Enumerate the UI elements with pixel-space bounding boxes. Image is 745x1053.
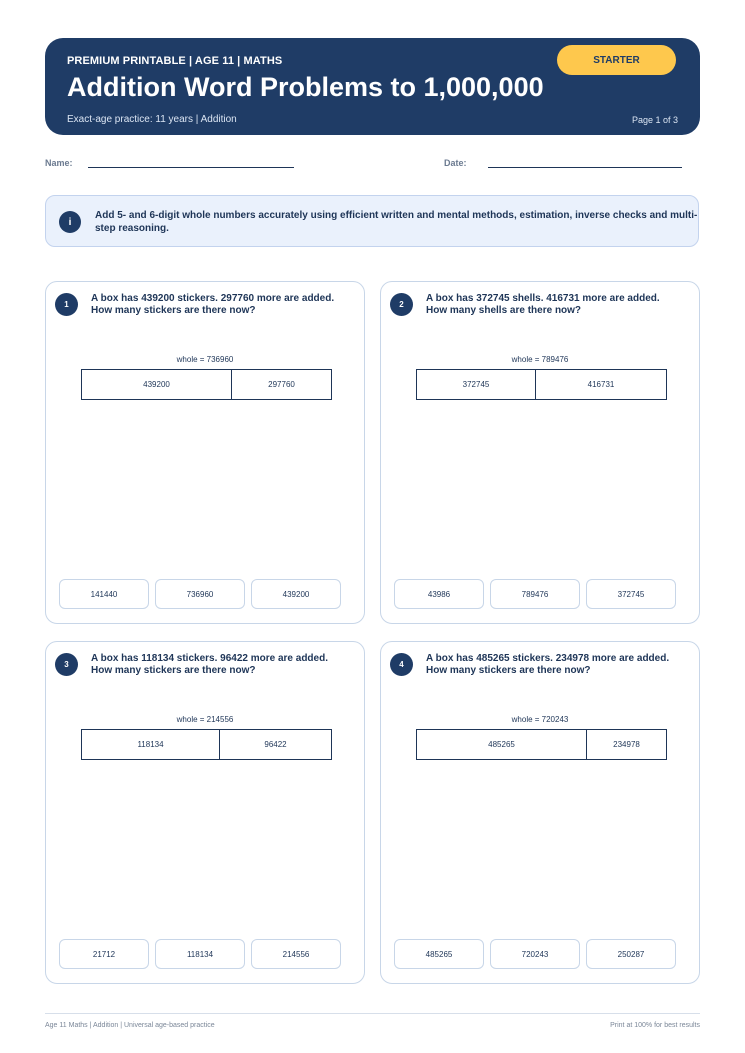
answer-option[interactable]: 736960 <box>155 579 245 609</box>
bar-model-whole-label: whole = 736960 <box>176 355 234 364</box>
header-kicker: PREMIUM PRINTABLE | AGE 11 | MATHS <box>67 55 283 67</box>
problem-question: A box has 372745 shells. 416731 more are added. How many shells are there now? <box>426 293 660 316</box>
info-icon: i <box>59 211 81 233</box>
bar-part: 118134 <box>137 740 164 749</box>
answer-options <box>59 579 341 609</box>
bar-part: 234978 <box>586 730 666 759</box>
footer-right-text: Print at 100% for best results <box>610 1022 700 1029</box>
answer-option[interactable]: 21712 <box>59 939 149 969</box>
name-label: Name: <box>45 158 73 168</box>
problem-card-4 <box>380 641 700 984</box>
bar-model-whole-label: whole = 789476 <box>511 355 569 364</box>
bar-part: 416731 <box>535 370 666 399</box>
bar-model <box>416 369 667 400</box>
answer-option[interactable]: 485265 <box>394 939 484 969</box>
bar-part: 372745 <box>462 380 490 389</box>
footer-left-text: Age 11 Maths | Addition | Universal age-based practice <box>45 1022 215 1029</box>
answer-option[interactable]: 372745 <box>586 579 676 609</box>
problem-card-3 <box>45 641 365 984</box>
date-label: Date: <box>444 158 467 168</box>
bar-model-whole-label: whole = 214556 <box>176 715 234 724</box>
bar-part: 485265 <box>488 740 515 749</box>
answer-option[interactable]: 43986 <box>394 579 484 609</box>
bar-model-whole-label: whole = 720243 <box>511 715 569 724</box>
problem-card-2 <box>380 281 700 624</box>
problem-question: A box has 118134 stickers. 96422 more are added. How many stickers are there now? <box>91 653 328 676</box>
answer-options <box>59 939 341 969</box>
bar-model <box>416 729 667 760</box>
worksheet-header <box>45 38 700 135</box>
problem-number: 3 <box>55 653 78 676</box>
date-line[interactable] <box>488 167 682 168</box>
answer-options <box>394 939 676 969</box>
problem-question: A box has 485265 stickers. 234978 more are added. How many stickers are there now? <box>426 653 670 676</box>
answer-option[interactable]: 250287 <box>586 939 676 969</box>
footer-divider <box>45 1013 700 1014</box>
bar-model <box>81 369 332 400</box>
page-title: Addition Word Problems to 1,000,000 <box>67 72 544 102</box>
bar-part: 96422 <box>219 730 331 759</box>
problem-number: 2 <box>390 293 413 316</box>
answer-option[interactable]: 141440 <box>59 579 149 609</box>
answer-option[interactable]: 118134 <box>155 939 245 969</box>
header-subtitle: Exact-age practice: 11 years | Addition <box>67 114 237 125</box>
bar-model <box>81 729 332 760</box>
problem-number: 4 <box>390 653 413 676</box>
answer-options <box>394 579 676 609</box>
answer-option[interactable]: 720243 <box>490 939 580 969</box>
objective-banner <box>45 195 699 247</box>
bar-part: 297760 <box>231 370 331 399</box>
page-indicator: Page 1 of 3 <box>631 115 678 125</box>
name-line[interactable] <box>88 167 294 168</box>
bar-part: 439200 <box>143 380 170 389</box>
level-badge: STARTER <box>557 45 676 75</box>
problem-card-1 <box>45 281 365 624</box>
objective-text: Add 5- and 6-digit whole numbers accurately using efficient written and mental methods, estimation, inverse checks and multi-step reasoning. <box>95 210 698 234</box>
problem-question: A box has 439200 stickers. 297760 more are added. How many stickers are there now? <box>91 293 335 316</box>
answer-option[interactable]: 214556 <box>251 939 341 969</box>
problem-number: 1 <box>55 293 78 316</box>
answer-option[interactable]: 789476 <box>490 579 580 609</box>
answer-option[interactable]: 439200 <box>251 579 341 609</box>
